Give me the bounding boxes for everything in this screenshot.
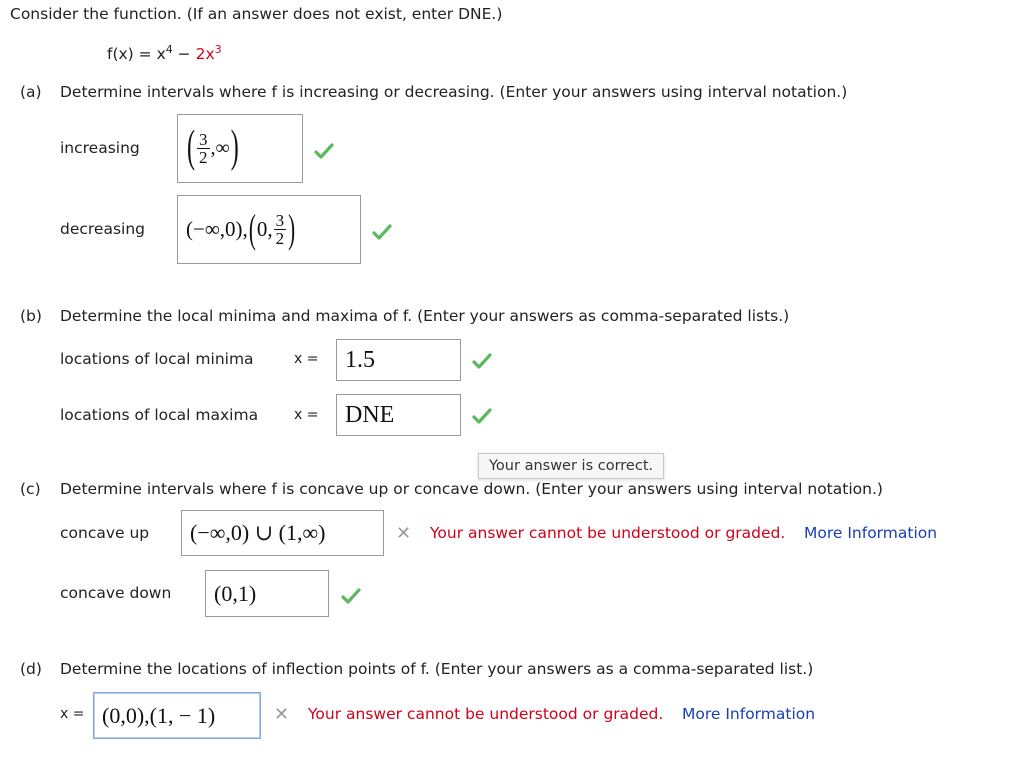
part-b-question: Determine the local minima and maxima of f. (Enter your answers as comma-separated lists.): [60, 307, 790, 325]
x-mark-icon: ✕: [274, 704, 290, 725]
part-b-label: (b): [20, 307, 42, 325]
checkmark-icon: [314, 143, 334, 159]
decreasing-label: decreasing: [60, 220, 146, 238]
concave-up-answer-field[interactable]: (−∞,0) ∪ (1,∞): [181, 510, 384, 556]
checkmark-icon: [341, 588, 361, 604]
fraction: $\frac{3}{2}$: [275, 211, 285, 248]
inflection-points-answer-field[interactable]: (0,0),(1, − 1): [93, 692, 261, 739]
inflection-prefix: x =: [60, 706, 85, 722]
correct-tooltip: Your answer is correct.: [478, 453, 664, 479]
part-c-question: Determine intervals where f is concave up or concave down. (Enter your answers using interval notation.): [60, 480, 883, 498]
part-d-label: (d): [20, 660, 42, 678]
checkmark-icon: [472, 408, 492, 424]
decreasing-answer-field[interactable]: (−∞,0), ( 0, $\frac{3}{2}$ ): [177, 195, 361, 264]
more-information-link[interactable]: More Information: [804, 524, 938, 542]
local-minima-label: locations of local minima: [60, 350, 254, 368]
concave-up-label: concave up: [60, 524, 150, 542]
increasing-label: increasing: [60, 139, 140, 157]
concave-down-label: concave down: [60, 584, 172, 602]
more-information-link[interactable]: More Information: [682, 705, 816, 723]
local-maxima-prefix: x =: [294, 407, 319, 423]
concave-up-error: Your answer cannot be understood or graded.: [430, 524, 786, 542]
checkmark-icon: [472, 353, 492, 369]
inflection-error: Your answer cannot be understood or graded.: [308, 705, 664, 723]
local-minima-prefix: x =: [294, 351, 319, 367]
part-d-question: Determine the locations of inflection points of f. (Enter your answers as a comma-separated list.): [60, 660, 814, 678]
part-a-question: Determine intervals where f is increasing or decreasing. (Enter your answers using interval notation.): [60, 83, 848, 101]
fraction: $\frac{3}{2}$: [199, 130, 208, 167]
function-term2: 2x: [195, 45, 215, 64]
part-a-label: (a): [20, 83, 42, 101]
checkmark-icon: [372, 224, 392, 240]
instructions: Consider the function. (If an answer does not exist, enter DNE.): [10, 5, 503, 23]
x-mark-icon: ✕: [396, 523, 412, 544]
concave-down-answer-field[interactable]: (0,1): [205, 570, 329, 617]
increasing-answer-field[interactable]: ( $\frac{3}{2}$ ,∞ ): [177, 114, 303, 183]
local-maxima-label: locations of local maxima: [60, 406, 259, 424]
local-minima-answer-field[interactable]: 1.5: [336, 339, 461, 381]
local-maxima-answer-field[interactable]: DNE: [336, 394, 461, 436]
part-c-label: (c): [20, 480, 41, 498]
function-lhs: f(x) = x: [107, 45, 166, 64]
function-display: $f(x) = x^4 - 2x^3$: [107, 43, 222, 64]
